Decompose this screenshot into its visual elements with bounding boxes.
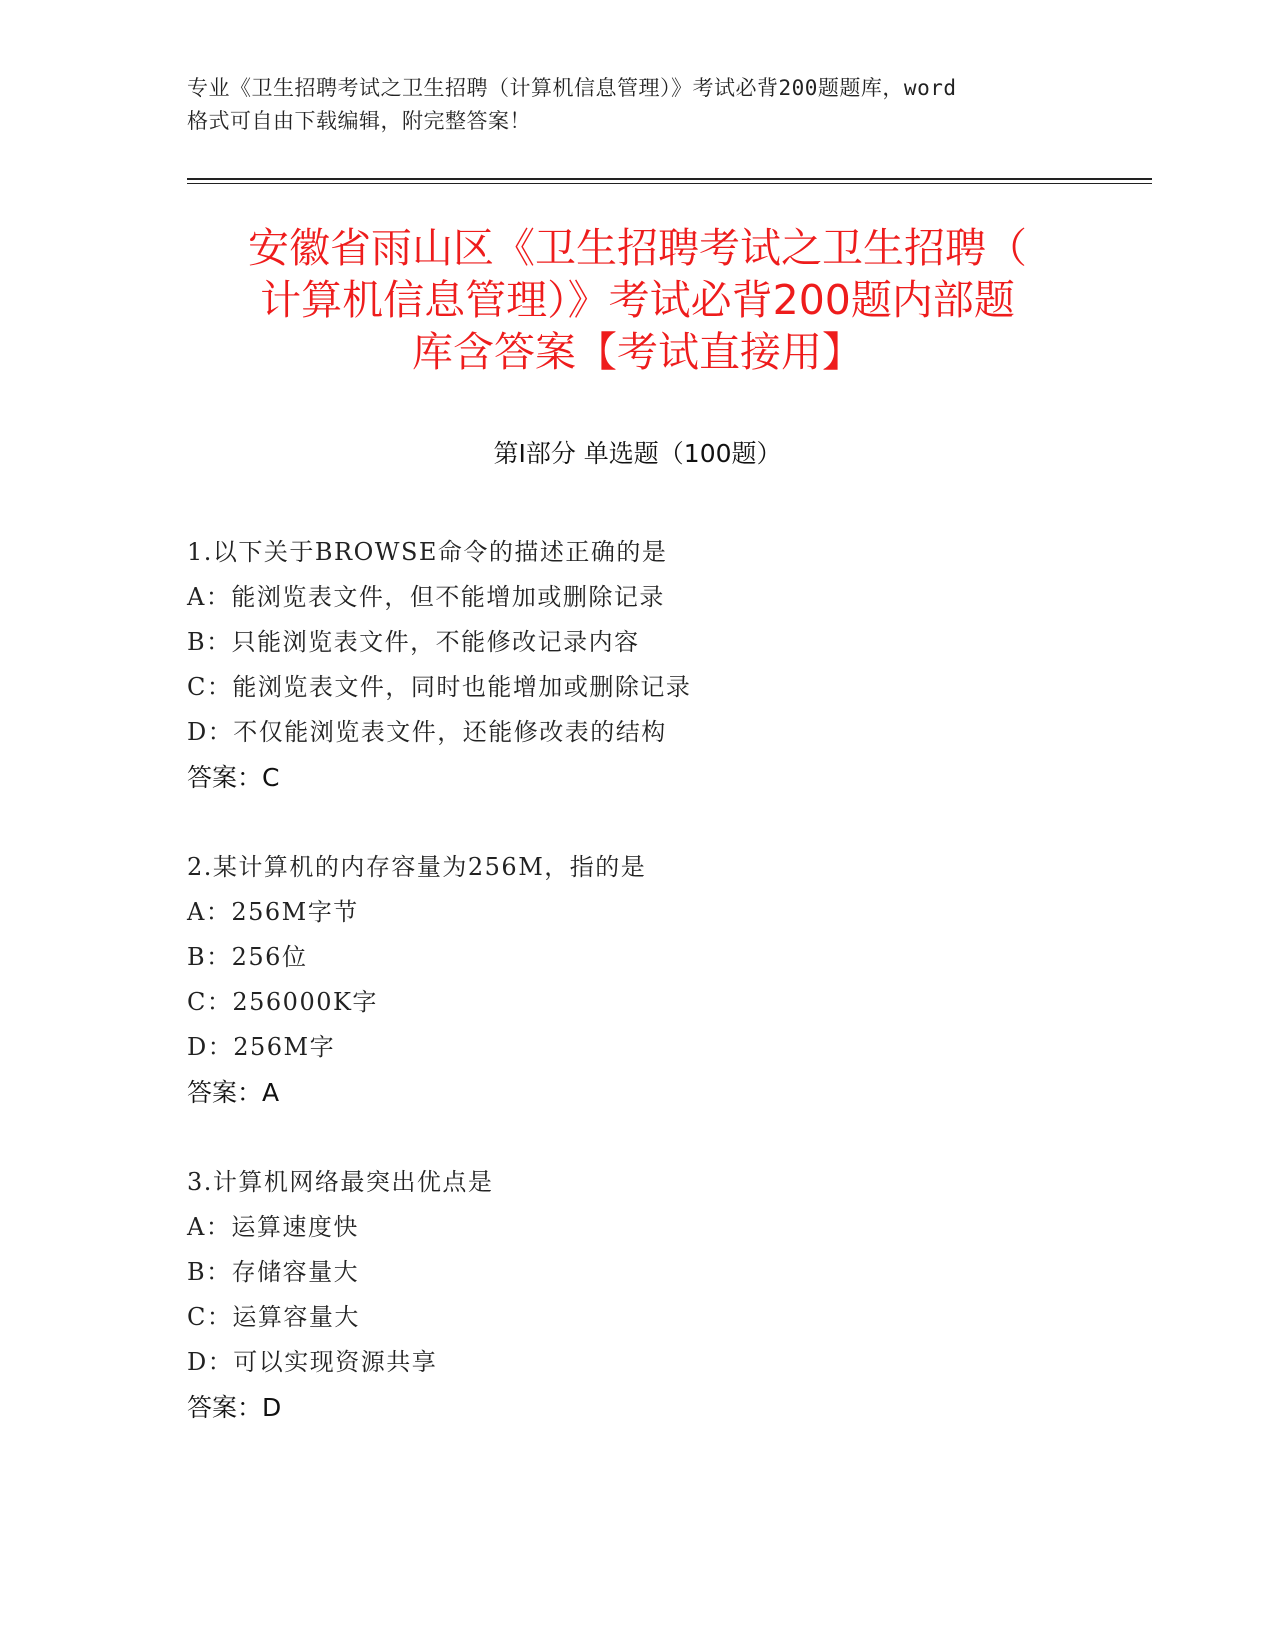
answer-line: 答案：D <box>187 1393 282 1422</box>
option-d: D：256M字 <box>187 1033 336 1061</box>
question-stem: 1.以下关于BROWSE命令的描述正确的是 <box>187 538 668 566</box>
option-d: D：不仅能浏览表文件，还能修改表的结构 <box>187 718 667 746</box>
title-line-1: 安徽省雨山区《卫生招聘考试之卫生招聘（ <box>248 224 1027 272</box>
option-b: B：256位 <box>187 943 308 971</box>
option-a: A：256M字节 <box>187 898 359 926</box>
question-item <box>187 1160 1087 1430</box>
option-c: C：运算容量大 <box>187 1303 360 1331</box>
option-a: A：能浏览表文件，但不能增加或删除记录 <box>187 583 665 611</box>
document-title <box>170 222 1105 378</box>
option-c: C：256000K字 <box>187 988 378 1016</box>
option-b: B：存储容量大 <box>187 1258 360 1286</box>
answer-line: 答案：A <box>187 1078 280 1107</box>
title-line-3: 库含答案【考试直接用】 <box>412 328 863 376</box>
answer-line: 答案：C <box>187 763 280 792</box>
header-divider-thin <box>187 183 1152 184</box>
title-line-2: 计算机信息管理）》考试必背200题内部题 <box>260 276 1015 324</box>
option-b: B：只能浏览表文件，不能修改记录内容 <box>187 628 640 656</box>
question-list <box>187 530 1087 1475</box>
header-divider-thick <box>187 178 1152 180</box>
option-a: A：运算速度快 <box>187 1213 359 1241</box>
header-note <box>187 72 1087 138</box>
section-heading: 第Ⅰ部分 单选题（100题） <box>493 439 782 468</box>
header-note-line-2: 格式可自由下载编辑，附完整答案！ <box>187 109 531 133</box>
question-item <box>187 845 1087 1115</box>
question-item <box>187 530 1087 800</box>
question-stem: 3.计算机网络最突出优点是 <box>187 1168 494 1196</box>
option-d: D：可以实现资源共享 <box>187 1348 438 1376</box>
header-note-line-1: 专业《卫生招聘考试之卫生招聘（计算机信息管理）》考试必背200题题库，word <box>187 76 957 100</box>
question-stem: 2.某计算机的内存容量为256M，指的是 <box>187 853 647 881</box>
option-c: C：能浏览表文件，同时也能增加或删除记录 <box>187 673 692 701</box>
